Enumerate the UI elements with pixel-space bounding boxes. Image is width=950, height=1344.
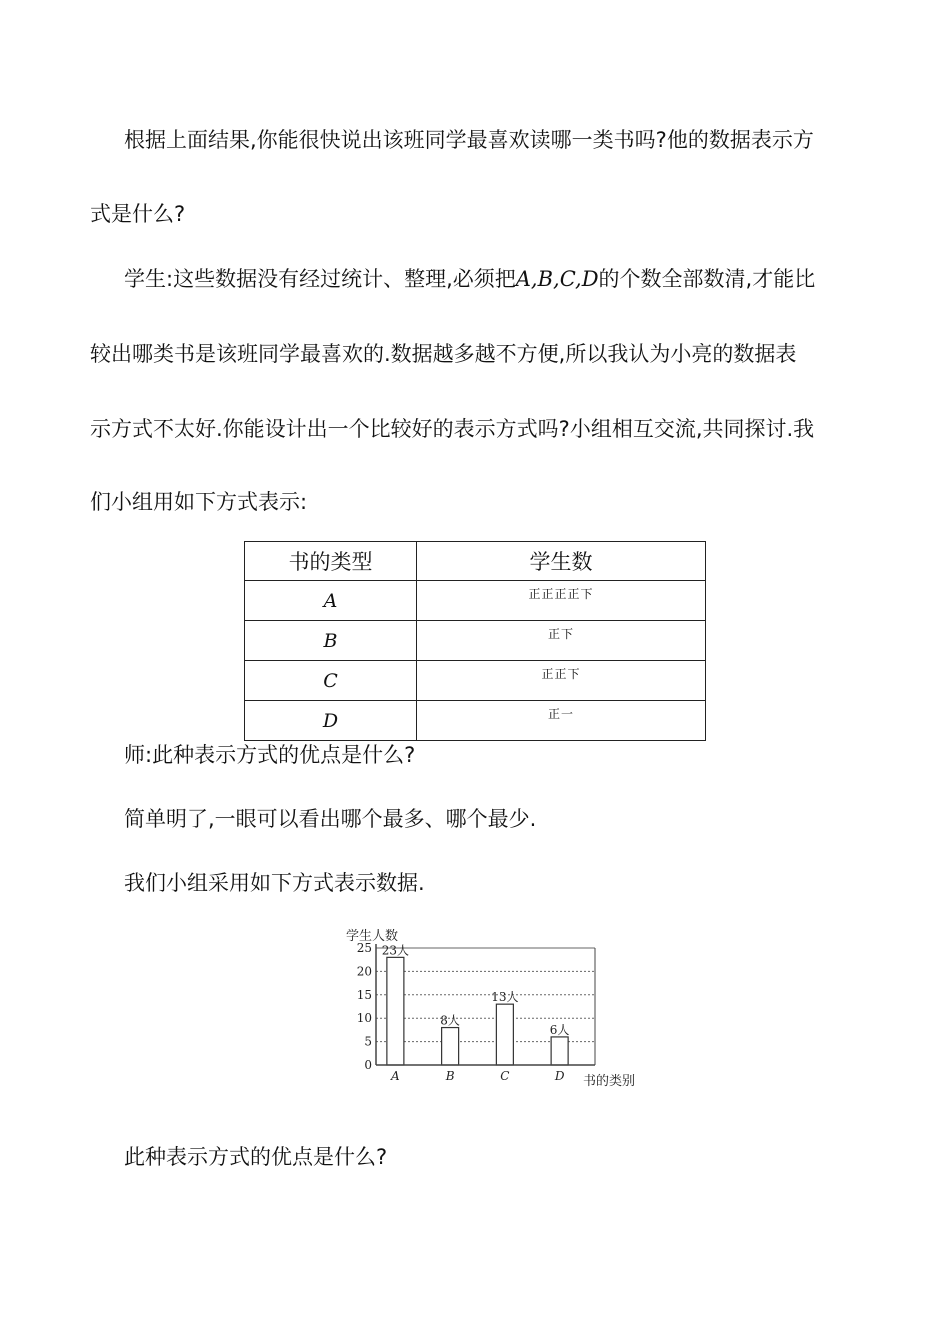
p2-line-1-post: 的个数全部数清,才能比 [598, 267, 816, 291]
paragraph-2-line-1 [124, 264, 904, 294]
tally-cell: 正下 [417, 621, 706, 661]
table-row [245, 581, 706, 621]
bar-A [387, 957, 404, 1065]
paragraph-2-line-2: 较出哪类书是该班同学最喜欢的.数据越多越不方便,所以我认为小亮的数据表 [90, 342, 797, 366]
bar-chart [330, 922, 650, 1097]
book-type-cell: D [245, 701, 417, 741]
tally-cell: 正正下 [417, 661, 706, 701]
p2-line-1-pre: 学生:这些数据没有经过统计、整理,必须把 [124, 267, 516, 291]
tally-table [244, 541, 706, 741]
tally-cell: 正正正正下 [417, 581, 706, 621]
tally-table-header-row [245, 542, 706, 581]
data-label-D: 6人 [549, 1022, 570, 1037]
p2-line-1-variables: A,B,C,D [515, 267, 599, 291]
y-tick-label: 15 [356, 987, 372, 1002]
y-axis-title: 学生人数 [346, 929, 399, 944]
table-row [245, 661, 706, 701]
bars [387, 957, 568, 1065]
bar-B [442, 1028, 459, 1065]
y-tick-label: 0 [364, 1058, 372, 1072]
book-type-cell: C [245, 661, 417, 701]
table-row [245, 701, 706, 741]
data-labels [382, 943, 570, 1037]
paragraph-1-line-1: 根据上面结果,你能很快说出该班同学最喜欢读哪一类书吗?他的数据表示方 [124, 128, 814, 152]
tally-cell: 正一 [417, 701, 706, 741]
final-question: 此种表示方式的优点是什么? [124, 1145, 388, 1169]
y-tick-label: 5 [364, 1034, 372, 1049]
data-label-C: 13人 [491, 990, 519, 1005]
student-answer: 简单明了,一眼可以看出哪个最多、哪个最少. [124, 807, 537, 831]
bar-D [551, 1037, 568, 1065]
paragraph-2-line-3: 示方式不太好.你能设计出一个比较好的表示方式吗?小组相互交流,共同探讨.我 [90, 417, 815, 441]
x-tick-label: B [445, 1069, 455, 1083]
x-axis-title: 书的类别 [583, 1074, 636, 1089]
bar-C [496, 1004, 513, 1065]
data-label-B: 8人 [440, 1013, 460, 1028]
x-tick-label: C [500, 1069, 510, 1083]
header-book-type: 书的类型 [245, 542, 417, 581]
book-type-cell: A [245, 581, 417, 621]
teacher-question: 师:此种表示方式的优点是什么? [124, 743, 416, 767]
x-tick-label: A [391, 1069, 400, 1083]
data-label-A: 23人 [381, 943, 410, 958]
y-tick-label: 20 [356, 964, 372, 979]
table-row [245, 621, 706, 661]
paragraph-2-line-4: 们小组用如下方式表示: [90, 490, 308, 514]
header-student-count: 学生数 [417, 542, 706, 581]
y-tick-label: 25 [356, 941, 372, 955]
group-intro: 我们小组采用如下方式表示数据. [124, 871, 425, 895]
book-type-cell: B [245, 621, 417, 661]
y-tick-label: 10 [356, 1011, 372, 1026]
x-tick-label: D [554, 1069, 565, 1083]
paragraph-1-line-2: 式是什么? [90, 202, 186, 226]
